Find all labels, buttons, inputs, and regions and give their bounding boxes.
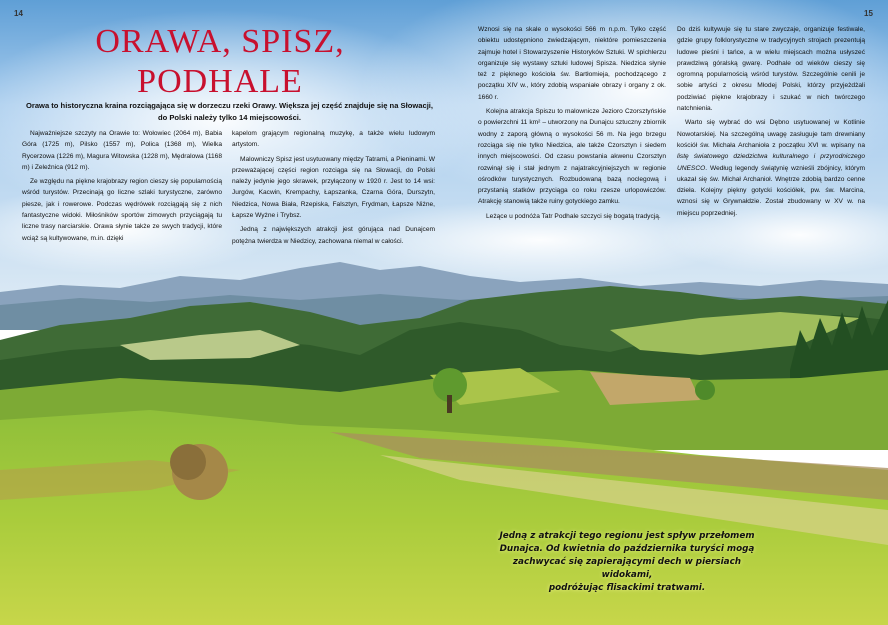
text-column-1 xyxy=(22,128,222,247)
column2-paragraph-1: kapelom grającym regionalną muzykę, a także wielu ludowym artystom. xyxy=(232,130,435,149)
title-line-1: ORAWA, SPISZ, xyxy=(95,23,345,60)
column3-paragraph-1: Wznosi się na skale o wysokości 566 m n.p.m. Tylko część obiektu udostępniono zwiedzającym, niektóre pomieszczenia zajmuje hotel i Stowarzyszenie Historyków Sztuki. W spichlerzu organizuje się wystawy sztuki ludowej Spisza. Niedzica słynie też z pięknego kościoła św. Bartłomieja, pochodzącego z początku XIV w., który zdobią wspaniałe obrazy i organy z ok. 1660 r. xyxy=(478,26,666,101)
column2-paragraph-2: Malowniczy Spisz jest usytuowany między Tatrami, a Pieninami. W przeważającej części region rozciąga się na Słowacji, do Polski należy jedynie jego skrawek, przyłączony w 1920 r. Jest to 14 wsi: Jurgów, Kacwin, Krempachy, Łapszanka, Czarna Góra, Durszytn, Niedzica, Nowa Biała, Rzepiska, Falsztyn, Frydman, Łapsze Niżne, Łapsze Wyżne i Trybsz. xyxy=(232,155,435,220)
text-column-3 xyxy=(478,24,666,225)
text-column-2 xyxy=(232,128,435,250)
article-title xyxy=(70,22,370,102)
caption-line-3: zachwycać się zapierającymi dech w piersiach widokami, xyxy=(512,557,742,580)
unesco-list-emphasis: listę światowego dziedzictwa kulturalnego i przyrodniczego UNESCO xyxy=(677,153,865,172)
column4-paragraph-2 xyxy=(677,117,865,219)
caption-line-1: Jedną z atrakcji tego regionu jest spływ przełomem xyxy=(499,531,755,541)
page-number-left: 14 xyxy=(14,9,23,18)
caption-line-2: Dunajca. Od kwietnia do października turyści mogą xyxy=(499,544,755,554)
column1-paragraph-2: Ze względu na piękne krajobrazy region cieszy się popularnością wśród turystów. Przecinają go liczne szlaki turystyczne, zarówno piesze, jak i rowerowe. Podczas wędrówek rozciągają się z nich fantastyczne widoki. Miłośników sportów zimowych przyciągają tu liczne trasy narciarskie. Orawa słynie także ze swych tradycji, które wciąż są kultywowane, m.in. dzięki xyxy=(22,178,222,242)
column3-paragraph-3: Leżące u podnóża Tatr Podhale szczyci się bogatą tradycją. xyxy=(486,212,661,220)
column4-paragraph-2-part-1: Warto się wybrać do wsi Dębno usytuowanej w Kotlinie Nowotarskiej. Na szczególną uwagę zasługuje tam drewniany kościół św. Michała Archanioła z początku XVI w. wpisany na xyxy=(677,119,865,149)
column4-paragraph-2-part-2: . Według legendy świątynię wznieśli zbójnicy, którym ukazał się św. Michał Archanioł. Wnętrze zdobią bardzo cenne dzieła. Kolejny piękny gotycki kościółek, pw. św. Marcina, wznosi się w Grywnałdzie. Został zbudowany w XV w. na miejscu poprzedniej. xyxy=(677,164,865,217)
caption-line-4: podróżując flisackimi tratwami. xyxy=(548,583,706,593)
lead-line-2: do Polski należy tylko 14 miejscowości. xyxy=(157,113,302,122)
title-line-2: PODHALE xyxy=(137,63,303,100)
column2-paragraph-3: Jedną z największych atrakcji jest górująca nad Dunajcem potężna twierdza w Niedzicy, zachowana niemal w całości. xyxy=(232,226,435,245)
page-number-right: 15 xyxy=(864,9,873,18)
lead-paragraph xyxy=(22,100,437,124)
column3-paragraph-2: Kolejna atrakcja Spiszu to malownicze Jezioro Czorsztyńskie o powierzchni 11 km² – utworzony na Dunajcu sztuczny zbiornik wodny z zaporą główną o wysokości 56 m. Na jego brzegu rozciąga się nie tylko Niedzica, ale także Czorsztyn i siedem innych miejscowości. Od czasu powstania akwenu Czorsztyn rozwinął się i stał jednym z najatrakcyjniejszych w regionie ośrodków turystycznych. Rozbudowaną bazą noclegową i przystanią statków przyciąga co roku rzesze urlopowiczów. Atrakcję stanowią także ruiny gotyckiego zamku. xyxy=(478,108,666,206)
text-column-4 xyxy=(677,24,865,222)
column4-paragraph-1: Do dziś kultywuje się tu stare zwyczaje, organizuje festiwale, gdzie grupy folklorystyczne w tradycyjnych strojach prezentują ludowe pieśni i tańce, a w wielu miejscach można usłyszeć prawdziwą góralską gwarę. Podhale od wieków cieszy się ogromną popularnością wśród turystów. Szczególnie cenili je sobie artyści z okresu Młodej Polski, którzy przyjeżdżali podziwiać piękne krajobrazy i szukać w nich twórczego natchnienia. xyxy=(677,26,865,113)
lead-line-1: Orawa to historyczna kraina rozciągająca się w dorzeczu rzeki Orawy. Większa jej część znajduje się na Słowacji, xyxy=(25,101,434,110)
column1-paragraph-1: Najważniejsze szczyty na Orawie to: Wołowiec (2064 m), Babia Góra (1725 m), Pilsko (1557 m), Polica (1368 m), Wielka Rycerzowa (1226 m), Magura Witowska (1228 m), Mędralowa (1168 m) i Zeleźnica (912 m). xyxy=(22,130,222,171)
photo-caption xyxy=(488,530,766,595)
